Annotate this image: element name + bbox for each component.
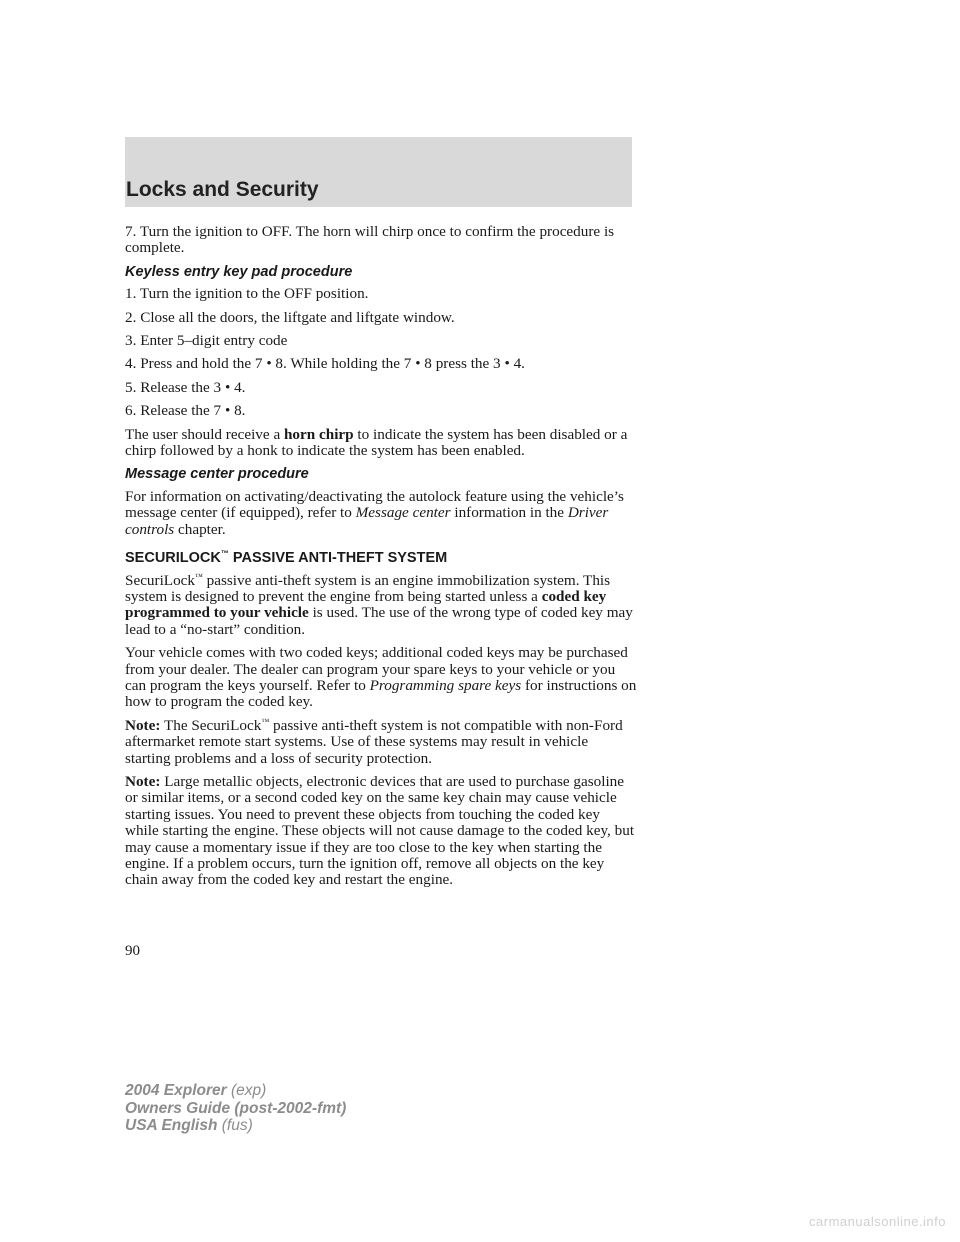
keypad-step: 2. Close all the doors, the liftgate and liftgate window. <box>125 308 455 326</box>
keypad-step: 1. Turn the ignition to the OFF position. <box>125 285 369 303</box>
securilock-paragraph: SecuriLock™ passive anti-theft system is an engine immobilization system. This system is designed to prevent the engine from being started unless a coded key programmed to your vehicle is used. The use of the wrong type of coded key may lead to a “no-start” condition. <box>125 571 633 638</box>
coded-key-term: coded key programmed to your vehicle <box>125 587 607 622</box>
footer-line-guide: Owners Guide (post-2002-fmt) <box>125 1099 347 1117</box>
step-7: 7. Turn the ignition to OFF. The horn will chirp once to confirm the procedure is complete. <box>125 223 615 257</box>
horn-chirp-paragraph: The user should receive a horn chirp to indicate the system has been disabled or a chirp followed by a honk to indicate the system has been enabled. <box>125 425 628 460</box>
keypad-procedure-heading: Keyless entry key pad procedure <box>125 263 353 280</box>
trademark-symbol: ™ <box>220 549 229 559</box>
page-number: 90 <box>125 943 140 959</box>
footer-line-language: USA English (fus) <box>125 1117 253 1134</box>
horn-chirp-term: horn chirp <box>283 425 354 443</box>
keypad-step: 4. Press and hold the 7 • 8. While holding the 7 • 8 press the 3 • 4. <box>125 355 525 373</box>
footer-line-model: 2004 Explorer (exp) <box>125 1082 267 1099</box>
securilock-heading: SECURILOCK™ PASSIVE ANTI-THEFT SYSTEM <box>125 549 448 567</box>
note-metallic-objects: Note: Large metallic objects, electronic devices that are used to purchase gasoline or similar items, or a second coded key on the same key chain may cause vehicle starting issues. You need to prevent these objects from touching the coded key while starting the engine. These objects will not cause damage to the coded key, but may cause a momentary issue if they are too close to the key when starting the engine. If a problem occurs, turn the ignition off, remove all objects on the key chain away from the coded key and restart the engine. <box>125 772 635 889</box>
message-center-paragraph: For information on activating/deactivating the autolock feature using the vehicle’s message center (if equipped), refer to Message center information in the Driver controls chapter. <box>125 487 624 538</box>
keypad-step: 3. Enter 5–digit entry code <box>125 332 288 350</box>
programming-spare-keys-reference: Programming spare keys <box>369 676 522 694</box>
trademark-symbol: ™ <box>195 571 203 581</box>
message-center-heading: Message center procedure <box>125 466 309 483</box>
note-remote-start: Note: The SecuriLock™ passive anti-theft system is not compatible with non-Ford aftermarket remote start systems. Use of these systems may result in vehicle starting problems and a loss of security protection. <box>125 716 623 767</box>
page-content <box>125 224 637 896</box>
trademark-symbol: ™ <box>261 716 270 726</box>
section-title: Locks and Security <box>126 178 319 201</box>
note-label: Note: <box>125 716 161 734</box>
keypad-step: 6. Release the 7 • 8. <box>125 402 246 420</box>
message-center-reference: Message center <box>355 504 451 522</box>
site-watermark: carmanualsonline.info <box>809 1214 946 1229</box>
driver-controls-reference: Driver controls <box>125 504 609 538</box>
coded-keys-paragraph: Your vehicle comes with two coded keys; additional coded keys may be purchased from your dealer. The dealer can program your spare keys to your vehicle or you can program the keys yourself. Refer to Programming spare keys for instructions on how to program the coded key. <box>125 644 637 711</box>
document-footer <box>125 1082 346 1135</box>
keypad-step: 5. Release the 3 • 4. <box>125 378 246 396</box>
note-label: Note: <box>125 772 161 790</box>
